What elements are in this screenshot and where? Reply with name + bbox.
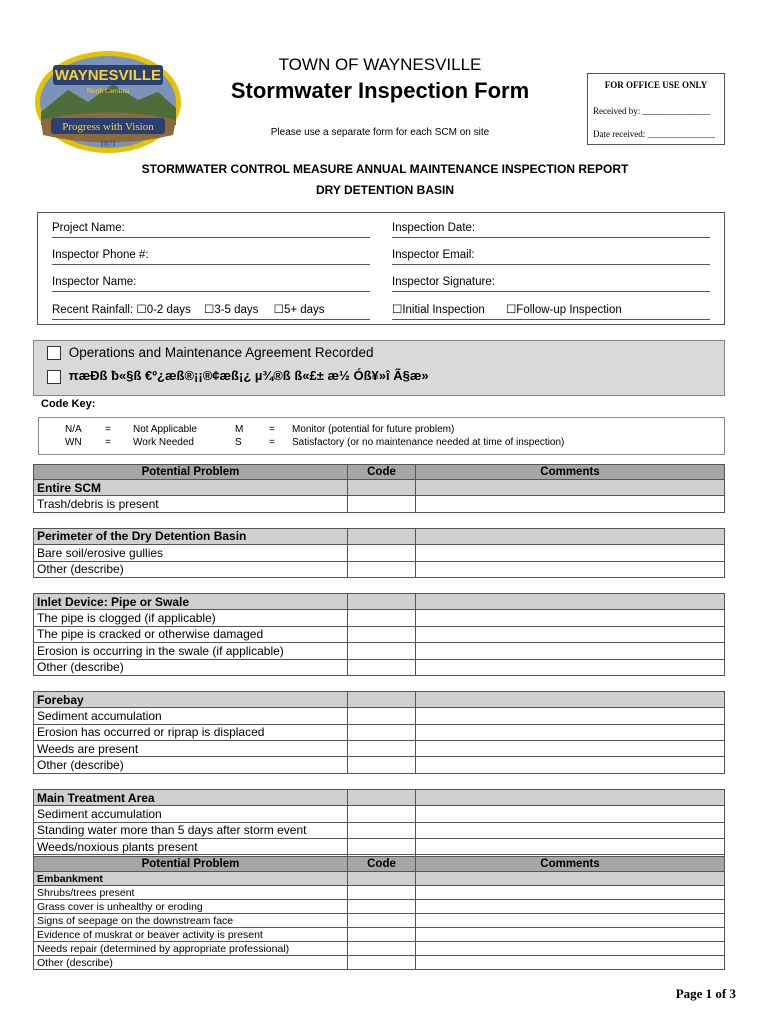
table-row	[34, 724, 725, 740]
section-header-row	[34, 789, 725, 805]
comments-input-cell[interactable]	[416, 626, 725, 642]
section-comments-cell	[416, 480, 725, 496]
rainfall-5plus-option[interactable]: ☐5+ days	[273, 304, 325, 316]
garbled-agreement-label: πæÐß ƀ«§ß €º¿æß®¡¡®¢æß¡¿ µ¾®ß ß«£± æ½ Óß¥»î Ã§æ»	[68, 368, 429, 383]
code-input-cell[interactable]	[348, 822, 416, 838]
section-comments-cell	[416, 691, 725, 707]
report-subtitle: STORMWATER CONTROL MEASURE ANNUAL MAINTENANCE INSPECTION REPORT	[141, 162, 629, 176]
table-row	[34, 928, 725, 942]
agreement-box	[33, 340, 725, 396]
code-wn: WN	[65, 437, 82, 448]
problem-cell: Other (describe)	[34, 956, 348, 970]
code-input-cell[interactable]	[348, 626, 416, 642]
inspector-signature-field[interactable]: Inspector Signature:	[392, 276, 710, 292]
code-m-desc: Monitor (potential for future problem)	[292, 424, 455, 435]
problem-cell: The pipe is clogged (if applicable)	[34, 610, 348, 626]
form-title: Stormwater Inspection Form	[230, 78, 530, 103]
eq-2: =	[105, 437, 111, 448]
problem-cell: Other (describe)	[34, 561, 348, 577]
section-header-row	[34, 593, 725, 609]
code-m: M	[235, 424, 244, 435]
eq-1: =	[105, 424, 111, 435]
code-header: Code	[348, 857, 416, 872]
comments-input-cell[interactable]	[416, 659, 725, 675]
code-input-cell[interactable]	[348, 806, 416, 822]
comments-input-cell[interactable]	[416, 956, 725, 970]
problem-cell: Bare soil/erosive gullies	[34, 545, 348, 561]
comments-input-cell[interactable]	[416, 928, 725, 942]
problem-cell: Other (describe)	[34, 757, 348, 773]
embankment-table	[33, 856, 725, 970]
agreement-recorded-label: Operations and Maintenance Agreement Recorded	[68, 345, 374, 360]
received-by-field[interactable]: Received by: _______________	[593, 106, 710, 116]
comments-input-cell[interactable]	[416, 839, 725, 855]
section-title: Entire SCM	[34, 480, 348, 496]
problem-cell: Sediment accumulation	[34, 708, 348, 724]
comments-input-cell[interactable]	[416, 496, 725, 512]
problem-cell: Signs of seepage on the downstream face	[34, 914, 348, 928]
table-row	[34, 643, 725, 659]
section-title: Main Treatment Area	[34, 789, 348, 805]
table-row	[34, 708, 725, 724]
section-code-cell	[348, 872, 416, 886]
project-name-field[interactable]: Project Name:	[52, 222, 370, 238]
eq-3: =	[269, 424, 275, 435]
spacer-cell	[34, 577, 725, 593]
code-input-cell[interactable]	[348, 757, 416, 773]
comments-input-cell[interactable]	[416, 741, 725, 757]
table-row	[34, 942, 725, 956]
problem-cell: Other (describe)	[34, 659, 348, 675]
town-name: TOWN OF WAYNESVILLE	[278, 55, 482, 74]
code-s: S	[235, 437, 242, 448]
table-row	[34, 956, 725, 970]
spacer-row	[34, 577, 725, 593]
code-input-cell[interactable]	[348, 928, 416, 942]
inspector-email-field[interactable]: Inspector Email:	[392, 249, 710, 265]
code-na: N/A	[65, 424, 82, 435]
spacer-cell	[34, 512, 725, 528]
problem-cell: Erosion is occurring in the swale (if applicable)	[34, 643, 348, 659]
logo-year: 1871	[100, 139, 116, 148]
problem-cell: Weeds/noxious plants present	[34, 839, 348, 855]
table-row	[34, 545, 725, 561]
comments-input-cell[interactable]	[416, 610, 725, 626]
code-input-cell[interactable]	[348, 708, 416, 724]
spacer-cell	[34, 675, 725, 691]
rainfall-3-5-option[interactable]: ☐3-5 days	[204, 304, 259, 316]
logo-state: North Carolina	[86, 87, 130, 95]
table-header-row	[34, 465, 725, 480]
problem-cell: Weeds are present	[34, 741, 348, 757]
comments-input-cell[interactable]	[416, 561, 725, 577]
comments-input-cell[interactable]	[416, 806, 725, 822]
problem-cell: Standing water more than 5 days after storm event	[34, 822, 348, 838]
comments-input-cell[interactable]	[416, 643, 725, 659]
initial-inspection-option[interactable]: ☐Initial Inspection	[392, 304, 485, 316]
problem-cell: The pipe is cracked or otherwise damaged	[34, 626, 348, 642]
office-use-heading: FOR OFFICE USE ONLY	[604, 80, 708, 90]
rainfall-0-2-option[interactable]: ☐0-2 days	[136, 304, 191, 316]
table-row	[34, 659, 725, 675]
comments-input-cell[interactable]	[416, 545, 725, 561]
code-input-cell[interactable]	[348, 886, 416, 900]
comments-input-cell[interactable]	[416, 822, 725, 838]
inspection-date-field[interactable]: Inspection Date:	[392, 222, 710, 238]
spacer-row	[34, 512, 725, 528]
scm-type-subtitle: DRY DETENTION BASIN	[315, 183, 454, 197]
comments-input-cell[interactable]	[416, 757, 725, 773]
followup-inspection-option[interactable]: ☐Follow-up Inspection	[505, 304, 622, 316]
date-received-field[interactable]: Date received: _______________	[593, 129, 715, 139]
comments-input-cell[interactable]	[416, 900, 725, 914]
code-input-cell[interactable]	[348, 724, 416, 740]
comments-input-cell[interactable]	[416, 942, 725, 956]
code-input-cell[interactable]	[348, 741, 416, 757]
recent-rainfall-row	[52, 304, 370, 320]
problem-cell: Shrubs/trees present	[34, 886, 348, 900]
section-title: Perimeter of the Dry Detention Basin	[34, 528, 348, 544]
code-input-cell[interactable]	[348, 545, 416, 561]
inspector-name-field[interactable]: Inspector Name:	[52, 276, 370, 292]
section-title: Forebay	[34, 691, 348, 707]
section-comments-cell	[416, 872, 725, 886]
logo-name: WAYNESVILLE	[54, 67, 162, 84]
spacer-row	[34, 675, 725, 691]
code-key-label: Code Key:	[41, 398, 96, 410]
comments-input-cell[interactable]	[416, 914, 725, 928]
section-title: Embankment	[34, 872, 348, 886]
table-row	[34, 822, 725, 838]
potential-problem-header: Potential Problem	[34, 857, 348, 872]
table-row	[34, 900, 725, 914]
code-header: Code	[348, 465, 416, 480]
table-row	[34, 610, 725, 626]
logo-motto: Progress with Vision	[62, 121, 154, 133]
spacer-row	[34, 773, 725, 789]
problem-cell: Evidence of muskrat or beaver activity is present	[34, 928, 348, 942]
code-key-box	[38, 417, 725, 455]
table-header-row	[34, 857, 725, 872]
problem-cell: Erosion has occurred or riprap is displaced	[34, 724, 348, 740]
inspection-table	[33, 464, 725, 872]
code-s-desc: Satisfactory (or no maintenance needed at time of inspection)	[292, 437, 565, 448]
table-row	[34, 886, 725, 900]
problem-cell: Sediment accumulation	[34, 806, 348, 822]
code-input-cell[interactable]	[348, 561, 416, 577]
section-title: Inlet Device: Pipe or Swale	[34, 593, 348, 609]
section-code-cell	[348, 480, 416, 496]
section-header-row	[34, 872, 725, 886]
section-comments-cell	[416, 593, 725, 609]
problem-cell: Trash/debris is present	[34, 496, 348, 512]
section-header-row	[34, 691, 725, 707]
project-info-box	[37, 212, 725, 325]
section-comments-cell	[416, 789, 725, 805]
section-code-cell	[348, 691, 416, 707]
table-row	[34, 496, 725, 512]
spacer-cell	[34, 773, 725, 789]
code-input-cell[interactable]	[348, 839, 416, 855]
table-row	[34, 757, 725, 773]
inspection-type-row	[392, 304, 710, 320]
code-input-cell[interactable]	[348, 900, 416, 914]
code-input-cell[interactable]	[348, 643, 416, 659]
table-row	[34, 626, 725, 642]
code-na-desc: Not Applicable	[133, 424, 197, 435]
table-row	[34, 839, 725, 855]
office-use-box	[587, 73, 725, 145]
code-input-cell[interactable]	[348, 496, 416, 512]
section-code-cell	[348, 528, 416, 544]
table-row	[34, 806, 725, 822]
section-header-row	[34, 528, 725, 544]
potential-problem-header: Potential Problem	[34, 465, 348, 480]
code-input-cell[interactable]	[348, 914, 416, 928]
comments-input-cell[interactable]	[416, 708, 725, 724]
inspector-phone-field[interactable]: Inspector Phone #:	[52, 249, 370, 265]
code-input-cell[interactable]	[348, 610, 416, 626]
code-input-cell[interactable]	[348, 956, 416, 970]
second-agreement-checkbox[interactable]	[47, 370, 61, 384]
comments-header: Comments	[416, 465, 725, 480]
eq-4: =	[269, 437, 275, 448]
section-header-row	[34, 480, 725, 496]
problem-cell: Needs repair (determined by appropriate professional)	[34, 942, 348, 956]
section-comments-cell	[416, 528, 725, 544]
problem-cell: Grass cover is unhealthy or eroding	[34, 900, 348, 914]
comments-header: Comments	[416, 857, 725, 872]
table-row	[34, 561, 725, 577]
code-input-cell[interactable]	[348, 659, 416, 675]
page-number: Page 1 of 3	[675, 986, 736, 1001]
rainfall-label: Recent Rainfall:	[52, 304, 134, 316]
comments-input-cell[interactable]	[416, 886, 725, 900]
comments-input-cell[interactable]	[416, 724, 725, 740]
section-code-cell	[348, 789, 416, 805]
town-seal-logo	[33, 50, 183, 155]
code-wn-desc: Work Needed	[133, 437, 194, 448]
table-row	[34, 914, 725, 928]
code-input-cell[interactable]	[348, 942, 416, 956]
instruction-text: Please use a separate form for each SCM on site	[270, 127, 490, 138]
table-row	[34, 741, 725, 757]
agreement-recorded-checkbox[interactable]	[47, 346, 61, 360]
section-code-cell	[348, 593, 416, 609]
